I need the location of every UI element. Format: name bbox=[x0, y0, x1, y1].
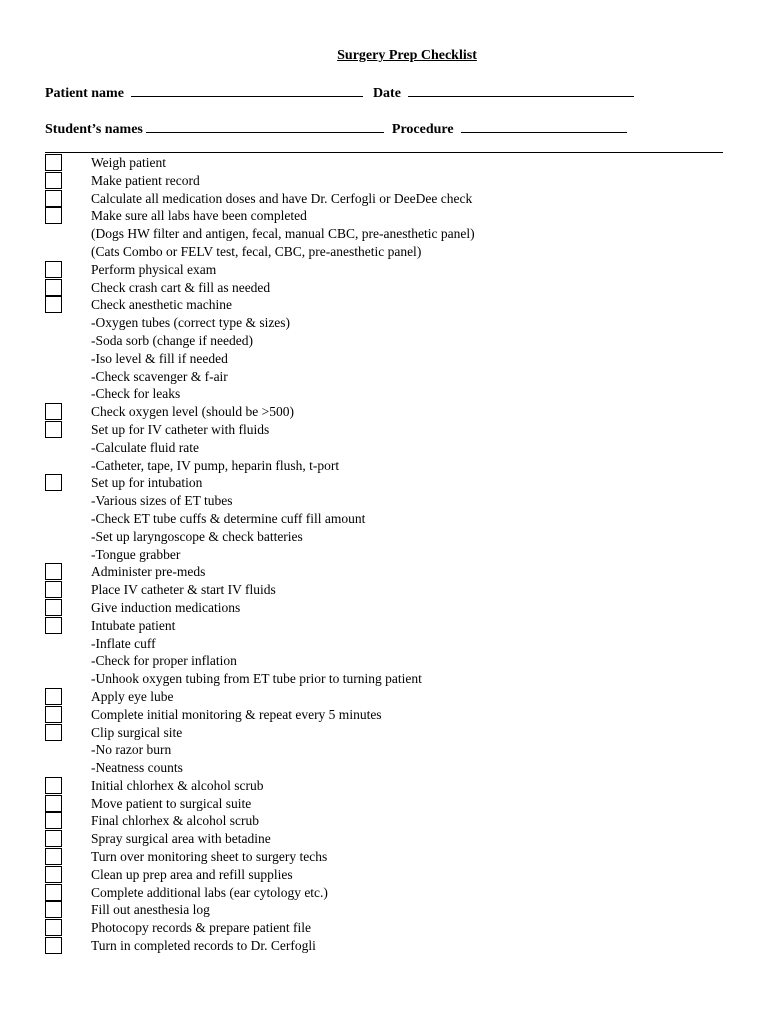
checkbox[interactable] bbox=[45, 866, 62, 883]
checklist-item bbox=[0, 777, 768, 795]
checkbox[interactable] bbox=[45, 617, 62, 634]
checklist-item-text: Check anesthetic machine bbox=[91, 297, 232, 313]
checkbox[interactable] bbox=[45, 261, 62, 278]
checklist-item-text: Move patient to surgical suite bbox=[91, 795, 252, 811]
checkbox[interactable] bbox=[45, 901, 62, 918]
checkbox[interactable] bbox=[45, 279, 62, 296]
patient-name-label: Patient name bbox=[45, 86, 124, 101]
checklist-subitem bbox=[0, 670, 768, 688]
checklist-item bbox=[0, 937, 768, 955]
checkbox[interactable] bbox=[45, 848, 62, 865]
checkbox[interactable] bbox=[45, 937, 62, 954]
checklist-item bbox=[0, 617, 768, 635]
checklist-item bbox=[0, 599, 768, 617]
checklist-item-text: Place IV catheter & start IV fluids bbox=[91, 582, 276, 598]
checklist-item bbox=[0, 884, 768, 902]
checkbox[interactable] bbox=[45, 884, 62, 901]
checklist-item-text: Turn in completed records to Dr. Cerfogli bbox=[91, 938, 316, 954]
checklist-item bbox=[0, 919, 768, 937]
checklist-item bbox=[0, 279, 768, 297]
checkbox[interactable] bbox=[45, 830, 62, 847]
checklist-item-text: Intubate patient bbox=[91, 617, 176, 633]
checklist-item bbox=[0, 795, 768, 813]
checkbox[interactable] bbox=[45, 777, 62, 794]
checklist-item-text: Set up for intubation bbox=[91, 475, 203, 491]
checklist-item-text: -Tongue grabber bbox=[91, 546, 181, 562]
checklist-item-text: -Iso level & fill if needed bbox=[91, 350, 228, 366]
students-names-field[interactable] bbox=[146, 119, 384, 133]
checkbox[interactable] bbox=[45, 190, 62, 207]
checklist-item-text: Check oxygen level (should be >500) bbox=[91, 404, 294, 420]
checklist-subitem bbox=[0, 546, 768, 564]
checklist-item bbox=[0, 706, 768, 724]
procedure-field[interactable] bbox=[461, 119, 627, 133]
divider-line bbox=[45, 152, 723, 153]
checklist-subitem bbox=[0, 652, 768, 670]
checklist-item-text: Weigh patient bbox=[91, 155, 167, 170]
checklist-item bbox=[0, 207, 768, 225]
checklist-item-text: -Check ET tube cuffs & determine cuff fill amount bbox=[91, 510, 366, 526]
checklist-item-text: -Catheter, tape, IV pump, heparin flush, t-port bbox=[91, 457, 340, 473]
checklist-item-text: -Check scavenger & f-air bbox=[91, 368, 228, 384]
checklist-subitem bbox=[0, 385, 768, 403]
checklist-item bbox=[0, 296, 768, 314]
checklist-subitem bbox=[0, 368, 768, 386]
checklist-item-text: Make patient record bbox=[91, 172, 200, 188]
checkbox[interactable] bbox=[45, 795, 62, 812]
checklist-item-text: -Calculate fluid rate bbox=[91, 439, 199, 455]
checkbox[interactable] bbox=[45, 172, 62, 189]
checklist-subitem bbox=[0, 314, 768, 332]
checklist-item-text: Check crash cart & fill as needed bbox=[91, 279, 271, 295]
checkbox[interactable] bbox=[45, 421, 62, 438]
checklist-subitem bbox=[0, 528, 768, 546]
checklist bbox=[0, 154, 768, 955]
checkbox[interactable] bbox=[45, 919, 62, 936]
checklist-subitem bbox=[0, 243, 768, 261]
checklist-subitem bbox=[0, 457, 768, 475]
checklist-item bbox=[0, 474, 768, 492]
checklist-item-text: -Oxygen tubes (correct type & sizes) bbox=[91, 315, 291, 331]
checklist-item bbox=[0, 563, 768, 581]
checklist-subitem bbox=[0, 741, 768, 759]
checklist-item bbox=[0, 421, 768, 439]
date-field[interactable] bbox=[408, 83, 634, 97]
checklist-item-text: Final chlorhex & alcohol scrub bbox=[91, 813, 259, 829]
checkbox[interactable] bbox=[45, 706, 62, 723]
page-title: Surgery Prep Checklist bbox=[337, 48, 477, 63]
checklist-item-text: Calculate all medication doses and have Dr. Cerfogli or DeeDee check bbox=[91, 190, 473, 206]
checkbox[interactable] bbox=[45, 207, 62, 224]
checkbox[interactable] bbox=[45, 563, 62, 580]
checklist-item-text: -Various sizes of ET tubes bbox=[91, 493, 233, 509]
checklist-item bbox=[0, 190, 768, 208]
checklist-subitem bbox=[0, 510, 768, 528]
checklist-item-text: -No razor burn bbox=[91, 742, 172, 758]
checklist-subitem bbox=[0, 332, 768, 350]
checklist-item bbox=[0, 812, 768, 830]
checklist-subitem bbox=[0, 492, 768, 510]
checklist-subitem bbox=[0, 225, 768, 243]
patient-name-field[interactable] bbox=[131, 83, 363, 97]
checkbox[interactable] bbox=[45, 296, 62, 313]
checklist-item bbox=[0, 581, 768, 599]
checklist-item bbox=[0, 261, 768, 279]
checklist-item-text: -Set up laryngoscope & check batteries bbox=[91, 528, 303, 544]
checklist-item-text: Set up for IV catheter with fluids bbox=[91, 421, 270, 437]
checklist-item-text: Administer pre-meds bbox=[91, 564, 206, 580]
checklist-item-text: Complete initial monitoring & repeat every 5 minutes bbox=[91, 706, 382, 722]
students-names-label: Student’s names bbox=[45, 122, 143, 137]
checklist-item bbox=[0, 901, 768, 919]
checklist-item bbox=[0, 688, 768, 706]
checklist-item bbox=[0, 830, 768, 848]
procedure-label: Procedure bbox=[391, 122, 454, 137]
checklist-subitem bbox=[0, 759, 768, 777]
checklist-item-text: Apply eye lube bbox=[91, 688, 174, 704]
checkbox[interactable] bbox=[45, 154, 62, 171]
checklist-subitem bbox=[0, 635, 768, 653]
checklist-item-text: Initial chlorhex & alcohol scrub bbox=[91, 777, 264, 793]
checklist-item-text: -Check for proper inflation bbox=[91, 653, 237, 669]
checkbox[interactable] bbox=[45, 724, 62, 741]
students-procedure-row bbox=[45, 119, 627, 138]
checklist-item-text: Give induction medications bbox=[91, 599, 241, 615]
checkbox[interactable] bbox=[45, 581, 62, 598]
checkbox[interactable] bbox=[45, 812, 62, 829]
checkbox[interactable] bbox=[45, 474, 62, 491]
checklist-item bbox=[0, 848, 768, 866]
checklist-item-text: Photocopy records & prepare patient file bbox=[91, 920, 312, 936]
checklist-item-text: (Dogs HW filter and antigen, fecal, manual CBC, pre-anesthetic panel) bbox=[91, 226, 475, 242]
checklist-subitem bbox=[0, 350, 768, 368]
checklist-item-text: Complete additional labs (ear cytology etc.) bbox=[91, 884, 328, 900]
checkbox[interactable] bbox=[45, 599, 62, 616]
checklist-item bbox=[0, 724, 768, 742]
checklist-item-text: Fill out anesthesia log bbox=[91, 902, 210, 918]
checkbox[interactable] bbox=[45, 688, 62, 705]
checklist-item-text: -Soda sorb (change if needed) bbox=[91, 332, 253, 348]
date-label: Date bbox=[372, 86, 401, 101]
checklist-item-text: Turn over monitoring sheet to surgery techs bbox=[91, 849, 328, 865]
checklist-item-text: -Check for leaks bbox=[91, 386, 181, 402]
checklist-item bbox=[0, 403, 768, 421]
checklist-item bbox=[0, 866, 768, 884]
checklist-item-text: Spray surgical area with betadine bbox=[91, 831, 271, 847]
checklist-item-text: -Unhook oxygen tubing from ET tube prior to turning patient bbox=[91, 671, 422, 687]
checkbox[interactable] bbox=[45, 403, 62, 420]
checklist-item-text: -Neatness counts bbox=[91, 760, 183, 776]
checklist-item-text: Make sure all labs have been completed bbox=[91, 208, 307, 224]
checklist-item-text: -Inflate cuff bbox=[91, 635, 156, 651]
checklist-item-text: Perform physical exam bbox=[91, 261, 217, 277]
checklist-item bbox=[0, 154, 768, 172]
checklist-item-text: (Cats Combo or FELV test, fecal, CBC, pre-anesthetic panel) bbox=[91, 243, 422, 259]
checklist-item bbox=[0, 172, 768, 190]
checklist-item-text: Clip surgical site bbox=[91, 724, 183, 740]
patient-date-row bbox=[45, 83, 634, 102]
checklist-subitem bbox=[0, 439, 768, 457]
checklist-item-text: Clean up prep area and refill supplies bbox=[91, 866, 293, 882]
